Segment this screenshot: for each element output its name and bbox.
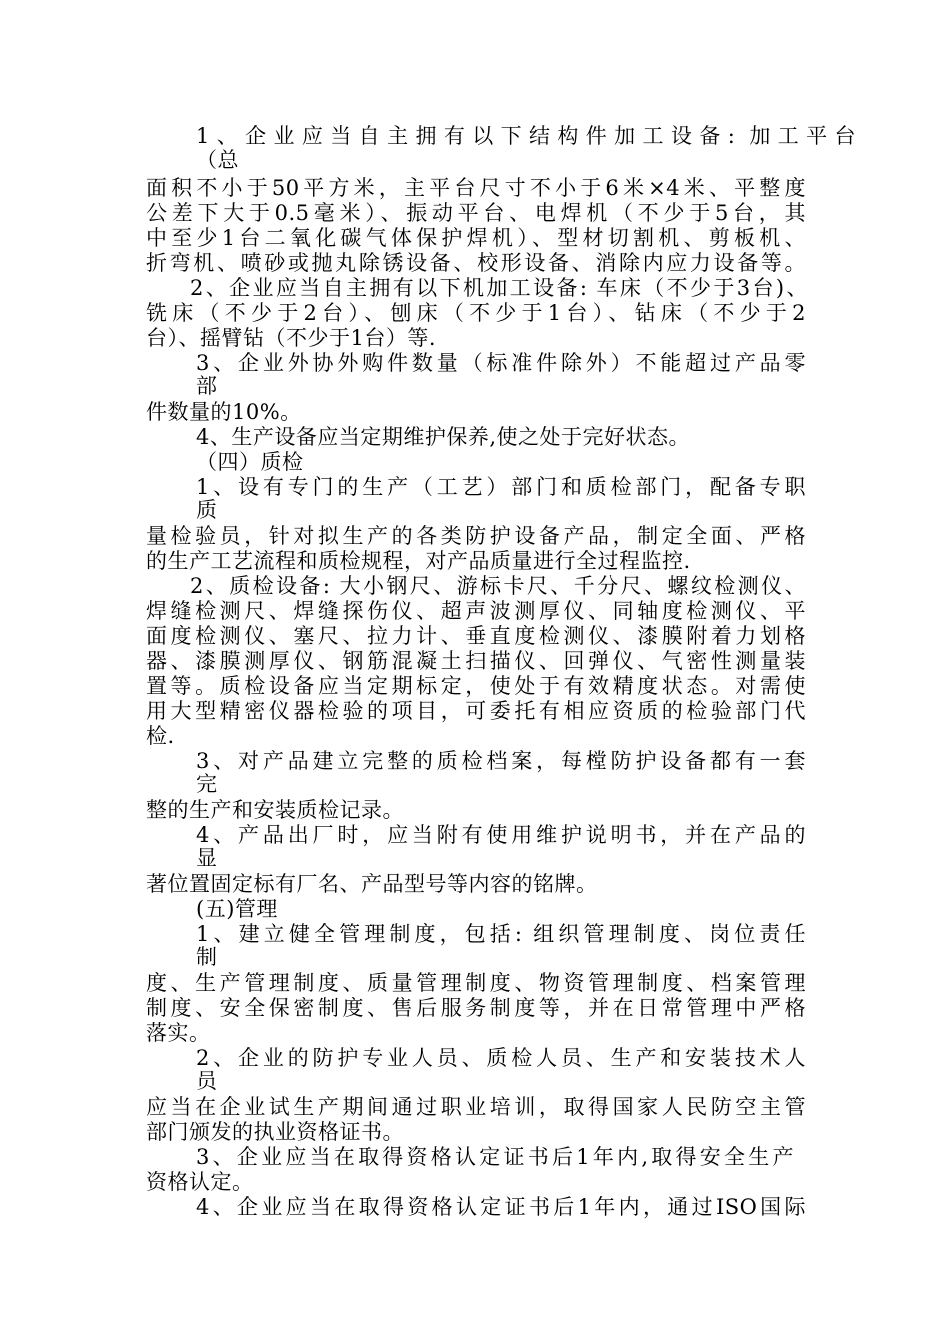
text-line: 3、企业外协外购件数量（标准件除外）不能超过产品零	[196, 351, 806, 375]
text-line: 件数量的10%。	[146, 400, 302, 424]
text-line: 1、企业应当自主拥有以下结构件加工设备: 加工平台	[196, 124, 856, 148]
text-line: 显	[196, 846, 218, 870]
text-line: 焊缝检测尺、焊缝探伤仪、超声波测厚仪、同轴度检测仪、平	[146, 599, 806, 623]
text-line: 1、建立健全管理制度，包括: 组织管理制度、岗位责任	[196, 922, 806, 946]
text-line: 度、生产管理制度、质量管理制度、物资管理制度、档案管理	[146, 971, 806, 995]
text-line: 3、企业应当在取得资格认定证书后1年内,取得安全生产	[196, 1145, 794, 1169]
text-line: （总	[196, 148, 239, 172]
text-line: 公差下大于0.5毫米）、振动平台、电焊机（不少于5台，其	[146, 201, 806, 225]
text-line: 制	[196, 945, 218, 969]
text-line: 著位置固定标有厂名、产品型号等内容的铭牌。	[146, 872, 598, 896]
text-line: 面积不小于50平方米，主平台尺寸不小于6米×4米、平整度	[146, 176, 806, 200]
text-line: 4、生产设备应当定期维护保养,使之处于完好状态。	[196, 425, 691, 449]
section-heading: (五)管理	[196, 897, 278, 921]
text-line: 置等。质检设备应当定期标定，使处于有效精度状态。对需使	[146, 674, 806, 698]
text-line: 的生产工艺流程和质检规程，对产品质量进行全过程监控.	[146, 549, 691, 573]
text-line: 中至少1台二氧化碳气体保护焊机）、型材切割机、剪板机、	[146, 226, 806, 250]
text-line: 资格认定。	[146, 1170, 254, 1194]
text-line: 落实。	[146, 1021, 211, 1045]
text-line: 整的生产和安装质检记录。	[146, 798, 404, 822]
section-heading: （四）质检	[196, 450, 304, 474]
text-line: 台）、摇臂钻（不少于1台）等.	[146, 326, 437, 350]
text-line: 铣床（不少于2台）、刨床（不少于1台）、钻床（不少于2	[146, 301, 806, 325]
text-line: 用大型精密仪器检验的项目，可委托有相应资质的检验部门代	[146, 699, 806, 723]
text-line: 器、漆膜测厚仪、钢筋混凝土扫描仪、回弹仪、气密性测量装	[146, 649, 806, 673]
text-line: 面度检测仪、塞尺、拉力计、垂直度检测仪、漆膜附着力划格	[146, 624, 806, 648]
text-line: 部	[196, 374, 218, 398]
text-line: 质	[196, 498, 218, 522]
text-line: 部门颁发的执业资格证书。	[146, 1120, 404, 1144]
text-line: 员	[196, 1069, 218, 1093]
text-line: 1、设有专门的生产（工艺）部门和质检部门，配备专职	[196, 475, 806, 499]
text-line: 制度、安全保密制度、售后服务制度等，并在日常管理中严格	[146, 996, 806, 1020]
text-line: 2、企业应当自主拥有以下机加工设备: 车床（不少于3台)、	[190, 276, 808, 300]
text-line: 量检验员，针对拟生产的各类防护设备产品，制定全面、严格	[146, 524, 806, 548]
text-line: 2、质检设备: 大小钢尺、游标卡尺、千分尺、螺纹检测仪、	[190, 574, 806, 598]
text-line: 完	[196, 772, 218, 796]
text-line: 折弯机、喷砂或抛丸除锈设备、校形设备、消除内应力设备等。	[146, 251, 806, 275]
text-line: 3、对产品建立完整的质检档案，每樘防护设备都有一套	[196, 749, 806, 773]
text-line: 4、企业应当在取得资格认定证书后1年内，通过ISO国际	[196, 1195, 806, 1219]
text-line: 检.	[146, 724, 175, 748]
text-line: 4、产品出厂时，应当附有使用维护说明书，并在产品的	[196, 823, 806, 847]
text-line: 2、企业的防护专业人员、质检人员、生产和安装技术人	[196, 1046, 806, 1070]
text-line: 应当在企业试生产期间通过职业培训，取得国家人民防空主管	[146, 1095, 806, 1119]
